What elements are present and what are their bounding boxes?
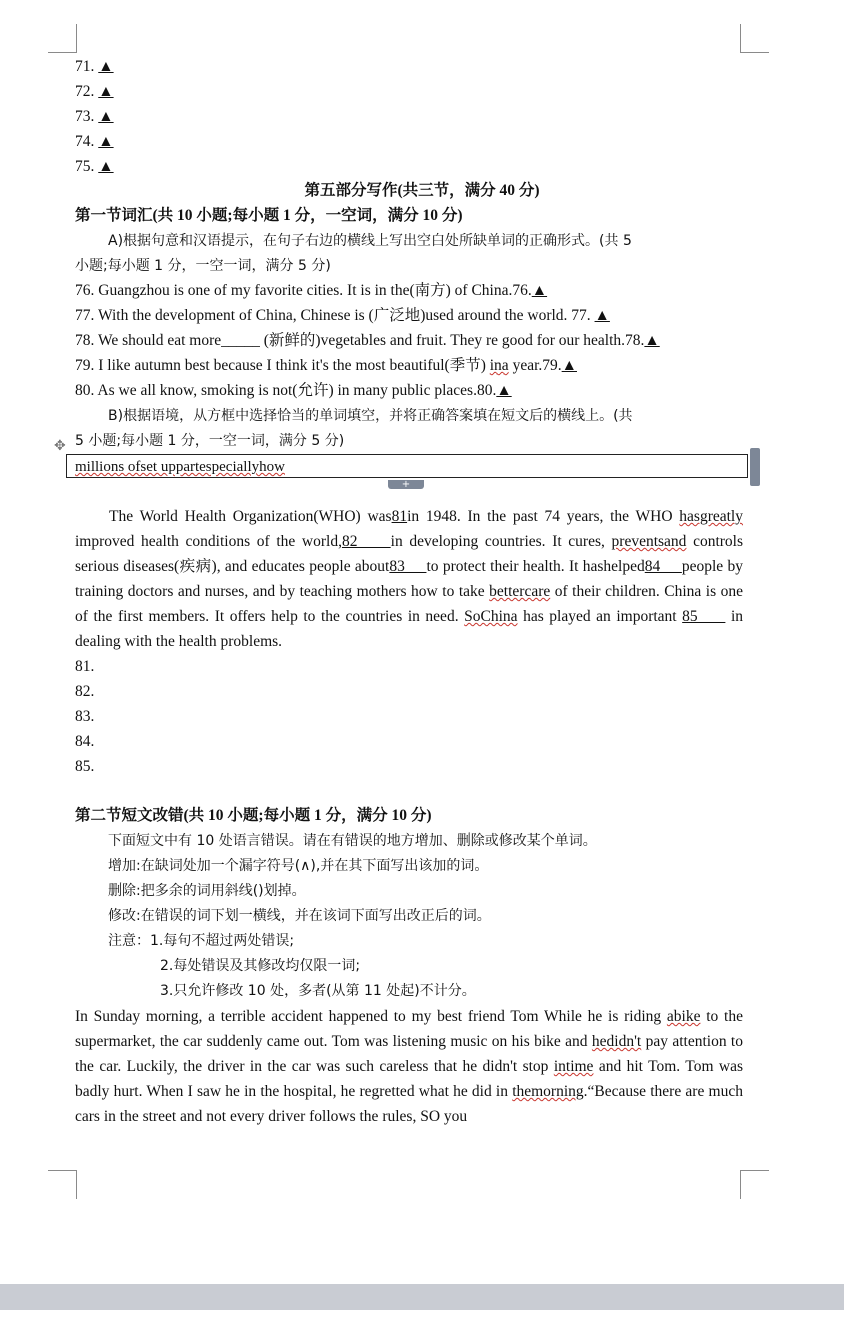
question-76: 76. Guangzhou is one of my favorite cities. It is in the(南方) of China.76.▲ (75, 282, 548, 299)
blank-row-83: 83. (75, 708, 95, 725)
table-move-icon[interactable]: ✥ (54, 438, 66, 454)
blank-85: 85 (682, 608, 726, 625)
page-gap-bottom (0, 1310, 844, 1336)
word-box[interactable] (66, 454, 748, 478)
word-box-text: millions ofset uppartespeciallyhow (75, 459, 285, 475)
blank-row-81: 81. (75, 658, 95, 675)
instruction-6: 2.每处错误及其修改均仅限一词; (160, 958, 361, 974)
instruction-4: 修改:在错误的词下划一横线，并在该词下面写出改正后的词。 (108, 908, 491, 924)
question-80: 80. As we all know, smoking is not(允许) in many public places.80.▲ (75, 382, 512, 399)
blank-row-84: 84. (75, 733, 95, 750)
instruction-5: 注意：1.每句不超过两处错误; (108, 933, 295, 949)
reading-passage: The World Health Organization(WHO) was81in 1948. In the past 74 years, the WHO hasgreatly improved health conditions of the world,82 in developing countries. It cures, preventsand controls serious diseases(疾病), and educates people about83 to protect their health. It hashelped84 people by training doctors and nurses, and by teaching mothers how to take bettercare of their children. China is one of the first members. It offers help to the countries in need. SoChina has played an important 85 in dealing with the health problems. (75, 508, 744, 650)
part-2-title: 第二节短文改错(共 10 小题;每小题 1 分，满分 10 分) (75, 807, 432, 824)
blank-row-82: 82. (75, 683, 95, 700)
blank-83: 83 (389, 558, 427, 575)
instruction-7: 3.只允许修改 10 处，多者(从第 11 处起)不计分。 (160, 983, 476, 999)
instruction-3: 删除:把多余的词用斜线()划掉。 (108, 883, 306, 899)
crop-mark-top-right (740, 24, 769, 53)
part-b-instruction-2: 5 小题;每小题 1 分，一空一词，满分 5 分) (75, 433, 345, 449)
instruction-1: 下面短文中有 10 处语言错误。请在有错误的地方增加、删除或修改某个单词。 (108, 833, 597, 849)
crop-mark-top-left (48, 24, 77, 53)
question-79: 79. I like autumn best because I think it's the most beautiful(季节) ina year.79.▲ (75, 357, 577, 374)
instruction-2: 增加:在缺词处加一个漏字符号(∧),并在其下面写出该加的词。 (108, 858, 489, 874)
answer-row-71: 71. ▲ (75, 58, 114, 75)
answer-row-75: 75. ▲ (75, 158, 114, 175)
part-b-instruction-1: B)根据语境，从方框中选择恰当的单词填空，并将正确答案填在短文后的横线上。(共 (108, 408, 633, 424)
blank-82: 82 (341, 533, 391, 550)
add-row-button[interactable]: + (388, 480, 424, 489)
crop-mark-bottom-right (740, 1170, 769, 1199)
answer-row-74: 74. ▲ (75, 133, 114, 150)
table-resize-handle[interactable] (750, 448, 760, 486)
blank-84: 84 (644, 558, 682, 575)
error-correction-passage: In Sunday morning, a terrible accident happened to my best friend Tom While he is riding abike to the supermarket, the car suddenly came out. Tom was listening music on his bike and hedidn't pay attention to the car. Luckily, the driver in the car was such careless that he didn't stop intime and hit Tom. Tom was badly hurt. When I saw he in the hospital, he regretted what he did in themorning.“Because there are much cars in the street and not every driver follows the rules, SO you (75, 1008, 744, 1125)
question-78: 78. We should eat more_____ (新鲜的)vegetables and fruit. They re good for our health.78.▲ (75, 332, 660, 349)
blank-row-85: 85. (75, 758, 95, 775)
part-a-instruction-2: 小题;每小题 1 分，一空一词，满分 5 分) (75, 258, 331, 274)
answer-row-72: 72. ▲ (75, 83, 114, 100)
part-1-title: 第一节词汇(共 10 小题;每小题 1 分，一空词，满分 10 分) (75, 207, 463, 224)
crop-mark-bottom-left (48, 1170, 77, 1199)
blank-81: 81 (391, 508, 408, 525)
section-5-title: 第五部分写作(共三节，满分 40 分) (304, 182, 540, 199)
question-77: 77. With the development of China, Chinese is (广泛地)used around the world. 77. ▲ (75, 307, 610, 324)
part-a-instruction-1: A)根据句意和汉语提示，在句子右边的横线上写出空白处所缺单词的正确形式。(共 5 (108, 233, 632, 249)
page-gap-bar (0, 1284, 844, 1310)
answer-row-73: 73. ▲ (75, 108, 114, 125)
